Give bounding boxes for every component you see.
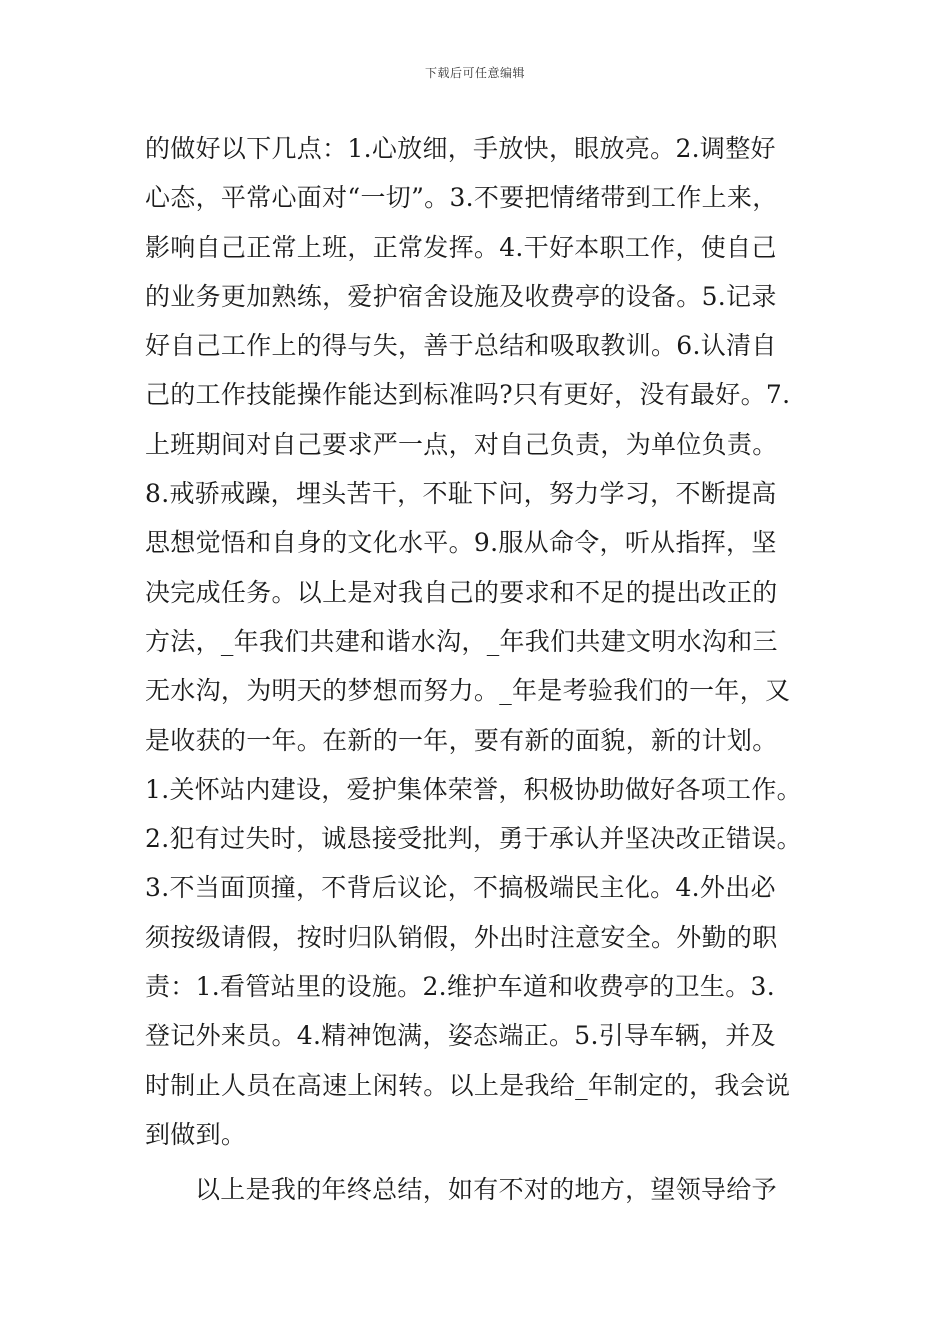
text-line: 的业务更加熟练，爱护宿舍设施及收费亭的设备。5.记录 bbox=[145, 281, 777, 311]
text-line: 无水沟，为明天的梦想而努力。_年是考验我们的一年，又 bbox=[145, 676, 791, 706]
page-header: 下载后可任意编辑 bbox=[424, 66, 525, 80]
text-line: 好自己工作上的得与失，善于总结和吸取教训。6.认清自 bbox=[145, 331, 777, 361]
text-line: 1.关怀站内建设，爱护集体荣誉，积极协助做好各项工作。 bbox=[145, 774, 802, 804]
text-line: 思想觉悟和自身的文化水平。9.服从命令，听从指挥，坚 bbox=[145, 528, 777, 558]
text-line: 的做好以下几点：1.心放细，手放快，眼放亮。2.调整好 bbox=[145, 134, 776, 163]
text-line: 8.戒骄戒躁，埋头苦干，不耻下问，努力学习，不断提高 bbox=[145, 479, 777, 509]
text-line: 3.不当面顶撞，不背后议论，不搞极端民主化。4.外出必 bbox=[145, 873, 776, 903]
text-line: 方法，_年我们共建和谐水沟，_年我们共建文明水沟和三 bbox=[145, 626, 778, 656]
text-line: 时制止人员在高速上闲转。以上是我给_年制定的，我会说 bbox=[145, 1070, 791, 1100]
document-body bbox=[145, 124, 835, 1215]
text-line: 心态，平常心面对“一切”。3.不要把情绪带到工作上来， bbox=[145, 183, 778, 213]
text-line: 决完成任务。以上是对我自己的要求和不足的提出改正的 bbox=[145, 577, 778, 607]
text-line: 责：1.看管站里的设施。2.维护车道和收费亭的卫生。3. bbox=[145, 972, 775, 1002]
text-line: 到做到。 bbox=[145, 1119, 247, 1149]
text-line: 是收获的一年。在新的一年，要有新的面貌，新的计划。 bbox=[145, 725, 778, 755]
text-line: 登记外来员。4.精神饱满，姿态端正。5.引导车辆，并及 bbox=[145, 1021, 776, 1051]
text-line: 2.犯有过失时，诚恳接受批判，勇于承认并坚决改正错误。 bbox=[145, 824, 802, 854]
text-line: 上班期间对自己要求严一点，对自己负责，为单位负责。 bbox=[145, 429, 778, 459]
paragraph-closing bbox=[145, 1165, 835, 1214]
text-line: 影响自己正常上班，正常发挥。4.干好本职工作，使自己 bbox=[145, 232, 777, 262]
text-line: 以上是我的年终总结，如有不对的地方，望领导给予 bbox=[195, 1175, 777, 1205]
text-line: 须按级请假，按时归队销假，外出时注意安全。外勤的职 bbox=[145, 922, 778, 952]
text-line: 己的工作技能操作能达到标准吗?只有更好，没有最好。7. bbox=[145, 380, 791, 410]
paragraph-body bbox=[145, 124, 835, 1159]
